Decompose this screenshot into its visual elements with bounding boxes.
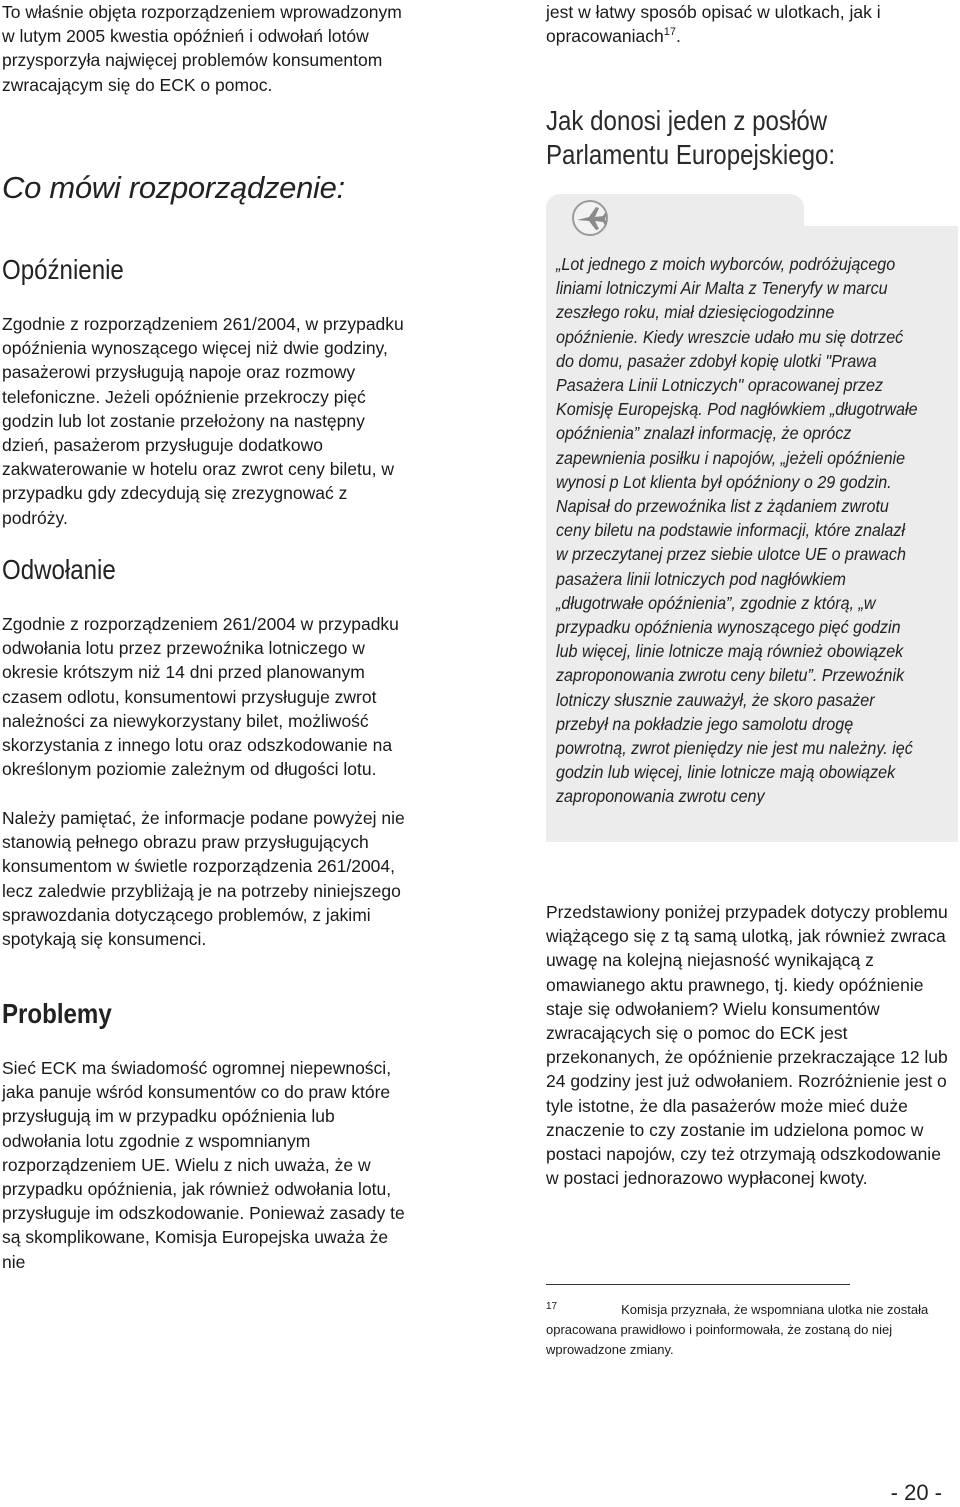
footnote-ref: 17 [663,26,676,39]
case-text: Przedstawiony poniżej przypadek dotyczy problemu wiążącego się z tą samą ulotką, jak również zwraca uwagę na kolejną niejasność wynikającą z omawianego aktu prawnego, tj. kiedy opóźnienie staje się odwołaniem? Wielu konsumentów zwracających się o pomoc do ECK jest przekonanych, że opóźnienie przekraczające 12 lub 24 godziny jest już odwołaniem. Rozróżnienie jest o tyle istotne, że dla pasażerów może mieć duże znaczenie to czy zostanie im udzielona pomoc w postaci napojów, czy też otrzymają odszkodowanie w postaci jednorazowo wypłaconej kwoty. [546,902,948,1189]
cancel-heading: Odwołanie [2,554,116,585]
mep-heading-block [546,104,958,172]
quote-text: „Lot jednego z moich wyborców, podróżującego liniami lotniczymi Air Malta z Teneryfy w marcu zeszłego roku, miał dziesięciogodzinne opóźnienie. Kiedy wreszcie udało mu się dotrzeć do domu, pasażer zdobył kopię ulotki "Prawa Pasażera Linii Lotniczych" opracowanej przez Komisję Europejską. Pod nagłówkiem „długotrwałe opóźnienia” znalazł informację, że oprócz zapewnienia posiłku i napojów, „jeżeli opóźnienie wynosi p Lot klienta był opóźniony o 29 godzin. Napisał do przewoźnika list z żądaniem zwrotu ceny biletu na podstawie informacji, które znalazł w przeczytanej przez siebie ulotce UE o prawach pasażera linii lotniczych pod nagłówkiem „długotrwałe opóźnienia”, zgodnie z którą, „w przypadku opóźnienia wynoszącego pięć godzin lub więcej, linie lotnicze mają również obowiązek zaproponowania zwrotu ceny biletu”. Przewoźnik lotniczy słusznie zauważył, że skoro pasażer przebył na pokładzie jego samolotu drogę powrotną, zwrot pieniędzy nie jest mu należny. ięć godzin lub więcej, linie lotnicze mają obowiązek zaproponowania zwrotu ceny [556,254,918,807]
page-number: - 20 - [890,1480,942,1505]
problems-section [2,998,414,1030]
footnote-divider [546,1284,850,1285]
airplane-icon [568,196,612,240]
mep-heading-line1: Jak donosi jeden z posłów [546,105,828,136]
top-text-body: jest w łatwy sposób opisać w ulotkach, jak i opracowaniach [546,2,881,47]
top-paragraph [546,0,958,48]
problems-text: Sieć ECK ma świadomość ogromnej niepewności, jaka panuje wśród konsumentów co do praw które przysługują im w przypadku opóźnienia lub odwołania lotu zgodnie z wspomnianym rozporządzeniem UE. Wielu z nich uważa, że w przypadku opóźnienia, jak również odwołania lotu, przysługuje im odszkodowanie. Ponieważ zasady te są skomplikowane, Komisja Europejska uważa że nie [2,1058,405,1272]
intro-paragraph [2,0,414,97]
case-body [546,900,958,1190]
cancel-body [2,612,414,781]
footnote-text: Komisja przyznała, że wspomniana ulotka nie została opracowana prawidłowo i poinformowała, że zostaną do niej wprowadzone zmiany. [546,1302,929,1357]
top-text [546,0,958,48]
main-heading: Co mówi rozporządzenie: [2,170,345,205]
note-text: Należy pamiętać, że informacje podane powyżej nie stanowią pełnego obrazu praw przysługujących konsumentom w świetle rozporządzenia 261/2004, lecz zaledwie przybliżają je na potrzeby niniejszego sprawozdania dotyczącego problemów, z jakimi spotykają się konsumenci. [2,808,405,950]
cancel-text: Zgodnie z rozporządzeniem 261/2004 w przypadku odwołania lotu przez przewoźnika lotniczego w okresie krótszym niż 14 dni przed planowanym czasem odlotu, konsumentowi przysługuje zwrot należności za niewykorzystany bilet, możliwość skorzystania z innego lotu oraz odszkodowanie na określonym poziomie zależnym od długości lotu. [2,614,399,780]
note-body [2,806,414,951]
problems-body [2,1056,414,1274]
delay-section [2,254,414,286]
top-text-end: . [675,26,681,47]
intro-text: To właśnie objęta rozporządzeniem wprowadzonym w lutym 2005 kwestia opóźnień i odwołań lotów przysporzyła najwięcej problemów konsumentom zwracającym się do ECK o pomoc. [2,2,402,95]
footnote [546,1300,958,1360]
mep-heading-line2: Parlamentu Europejskiego: [546,139,836,170]
delay-text: Zgodnie z rozporządzeniem 261/2004, w przypadku opóźnienia wynoszącego więcej niż dwie godziny, pasażerowi przysługują napoje oraz rozmowy telefoniczne. Jeżeli opóźnienie przekroczy pięć godzin lub lot zostanie przełożony na następny dzień, pasażerom przysługuje dodatkowo zakwaterowanie w hotelu oraz zwrot ceny biletu, w przypadku gdy zdecydują się zrezygnować z podróży. [2,314,404,528]
main-heading-block [2,170,414,206]
delay-body [2,312,414,530]
cancel-section [2,554,414,586]
problems-heading: Problemy [2,998,112,1029]
footnote-number: 17 [546,1301,558,1312]
delay-heading: Opóźnienie [2,254,124,285]
